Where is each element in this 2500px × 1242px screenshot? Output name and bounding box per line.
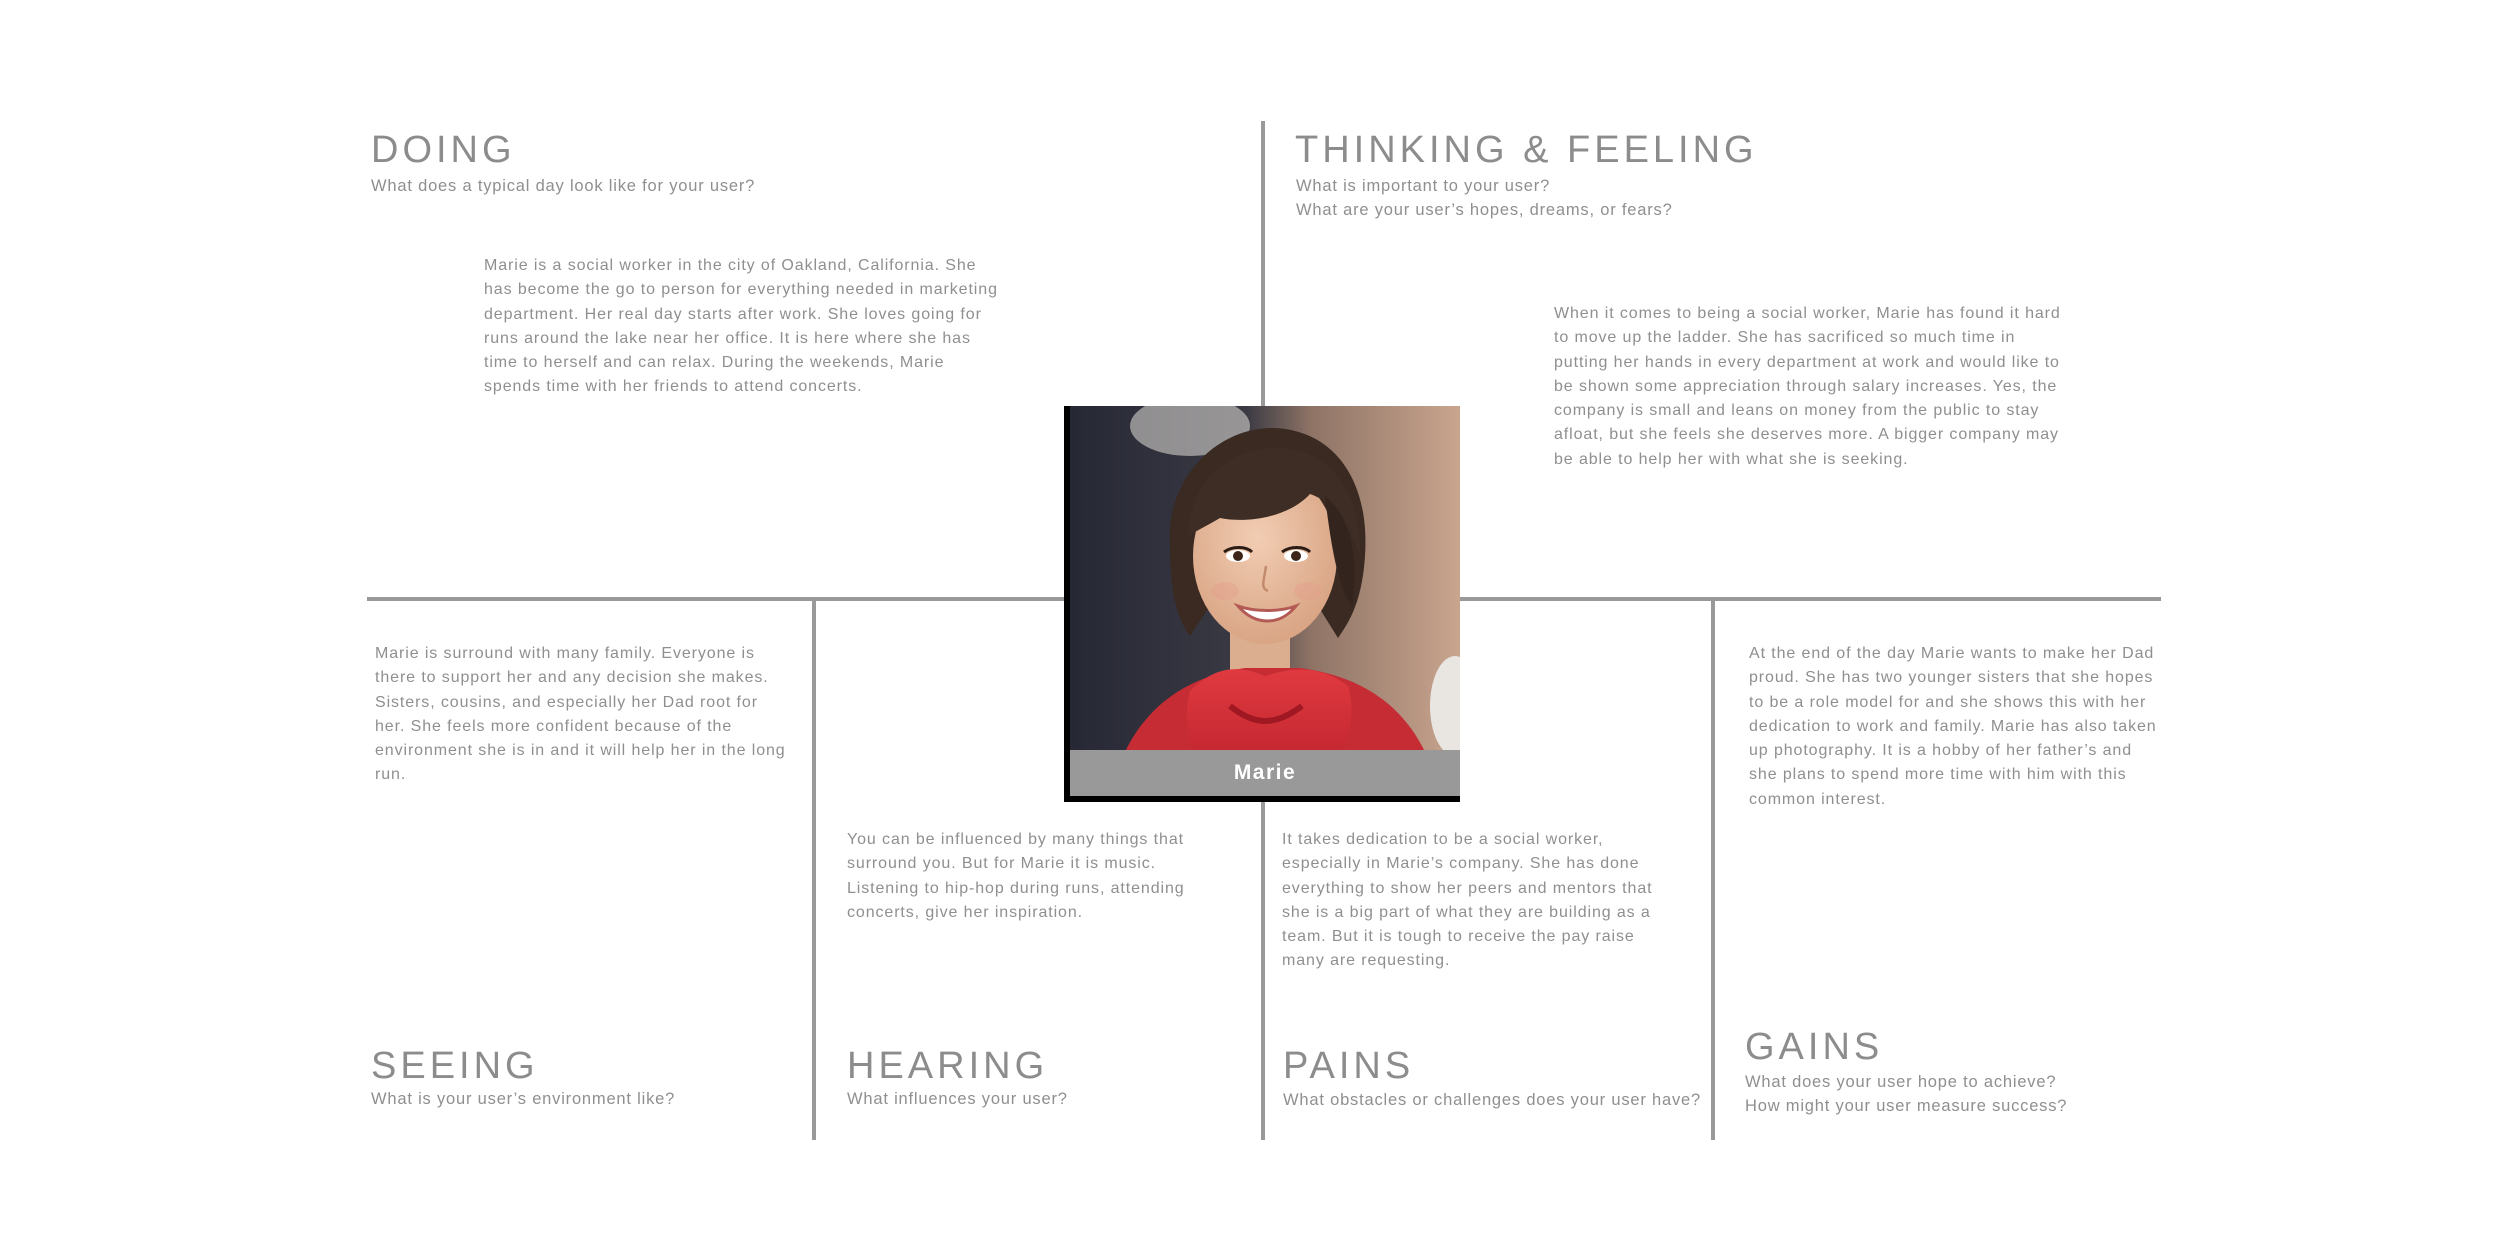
seeing-title: SEEING <box>371 1045 539 1087</box>
gains-prompt-1: What does your user hope to achieve? <box>1745 1073 2057 1091</box>
seeing-prompt: What is your user’s environment like? <box>371 1090 676 1108</box>
thinking-feeling-title: THINKING & FEELING <box>1295 129 1758 171</box>
pains-body: It takes dedication to be a social worker, especially in Marie’s company. She has done everything to show her peers and mentors that she is a big part of what they are building as a team. But it is tough to receive the pay raise many are requesting. <box>1282 831 1653 970</box>
hearing-title: HEARING <box>847 1045 1049 1087</box>
gains-prompt-2: How might your user measure success? <box>1745 1097 2068 1115</box>
persona-card <box>1064 406 1460 802</box>
hearing-body: You can be influenced by many things that surround you. But for Marie it is music. Listening to hip-hop during runs, attending concerts, give her inspiration. <box>847 831 1185 921</box>
gains-title: GAINS <box>1745 1026 1884 1068</box>
horizontal-divider-left <box>367 597 1066 601</box>
vertical-divider-bottom-center <box>1261 800 1265 1140</box>
pains-prompt: What obstacles or challenges does your user have? <box>1283 1091 1701 1109</box>
thinking-feeling-prompt-2: What are your user’s hopes, dreams, or fears? <box>1296 201 1673 219</box>
vertical-divider-bottom-left <box>812 599 816 1140</box>
hearing-prompt: What influences your user? <box>847 1090 1068 1108</box>
thinking-feeling-prompt-1: What is important to your user? <box>1296 177 1551 195</box>
thinking-feeling-body: When it comes to being a social worker, Marie has found it hard to move up the ladder. She has sacrificed so much time in putting her hands in every department at work and would like to be shown some appreciation through salary increases. Yes, the company is small and leans on money from the public to stay afloat, but she feels she deserves more. A bigger company may be able to help her with what she is seeking. <box>1554 305 2061 468</box>
pains-title: PAINS <box>1283 1045 1415 1087</box>
gains-body: At the end of the day Marie wants to make her Dad proud. She has two younger sisters that she hopes to be a role model for and she shows this with her dedication to work and family. Marie has also taken up photography. It is a hobby of her father’s and she plans to spend more time with him with this common interest. <box>1749 645 2157 808</box>
doing-body: Marie is a social worker in the city of Oakland, California. She has become the go to person for everything needed in marketing department. Her real day starts after work. She loves going for runs around the lake near her office. It is here where she has time to herself and can relax. During the weekends, Marie spends time with her friends to attend concerts. <box>484 257 998 396</box>
horizontal-divider-right <box>1458 597 2161 601</box>
vertical-divider-bottom-right <box>1711 599 1715 1140</box>
vertical-divider-top-center <box>1261 121 1265 408</box>
seeing-body: Marie is surround with many family. Everyone is there to support her and any decision she makes. Sisters, cousins, and especially her Dad root for her. She feels more confident because of the environment she is in and it will help her in the long run. <box>375 645 786 784</box>
doing-title: DOING <box>371 129 516 171</box>
persona-photo <box>1070 406 1460 796</box>
doing-prompt: What does a typical day look like for your user? <box>371 177 756 195</box>
persona-name: Marie <box>1070 750 1460 796</box>
